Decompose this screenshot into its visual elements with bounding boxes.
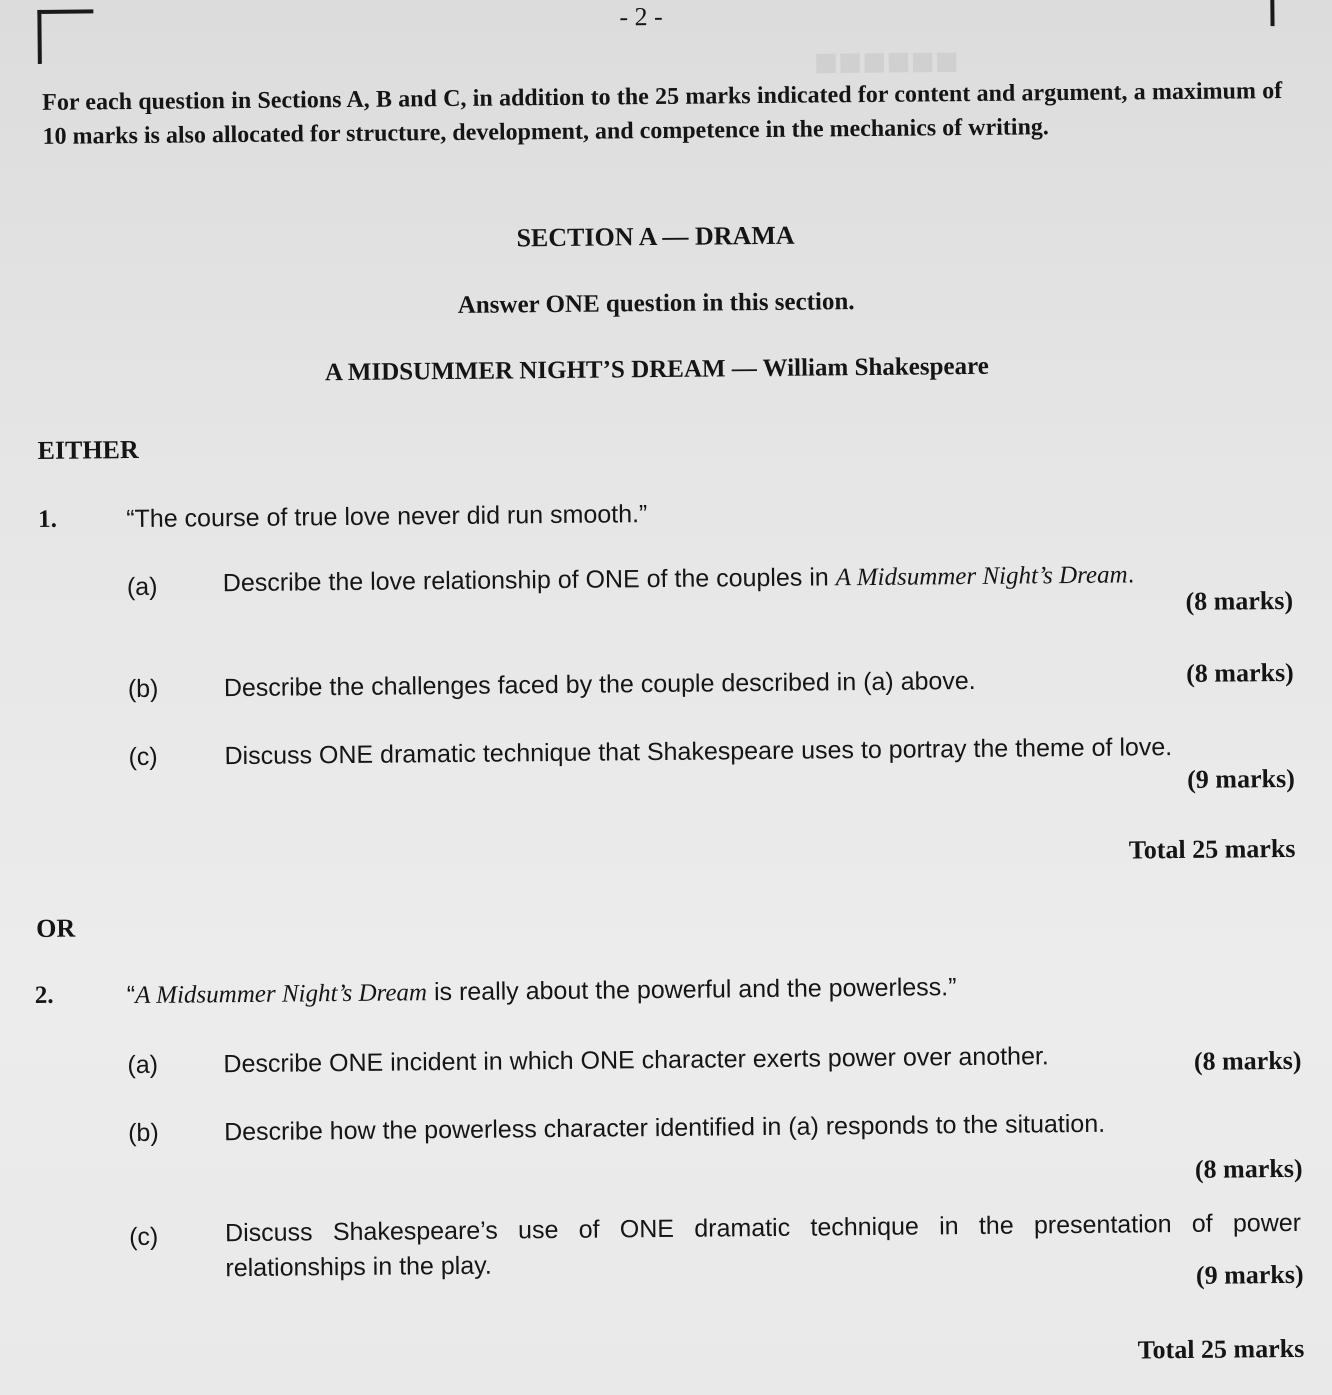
or-label: OR (36, 913, 76, 943)
question-1a-text-end: . (1127, 560, 1135, 589)
question-2-number: 2. (34, 981, 54, 1010)
marking-intro: For each question in Sections A, B and C, in addition to the 25 marks indicated for content and argument, a maximum of 10 marks is also allocated for structure, development, and competence in the mechanics of writing. (42, 78, 1283, 150)
either-label: EITHER (37, 434, 139, 465)
question-1a-play-title: A Midsummer Night’s Dream (835, 561, 1128, 592)
question-2c-marks: (9 marks) (1195, 1259, 1304, 1290)
play-title: A MIDSUMMER NIGHT’S DREAM — William Shakespeare (324, 352, 989, 387)
question-2a-marks: (8 marks) (1193, 1045, 1302, 1076)
question-1a-marks: (8 marks) (1185, 585, 1294, 616)
section-instruction: Answer ONE question in this section. (457, 288, 855, 319)
section-title: SECTION A — DRAMA (516, 220, 795, 253)
question-1-number: 1. (38, 505, 58, 533)
question-1a-text (223, 557, 1135, 601)
crop-mark-right (1270, 0, 1274, 26)
question-1a-text-start: Describe the love relationship of ONE of the couples in (222, 563, 836, 598)
question-2-play-title: A Midsummer Night’s Dream (135, 979, 428, 1010)
question-1b-marks: (8 marks) (1186, 657, 1294, 688)
question-1a-label: (a) (126, 572, 158, 602)
question-2c-label: (c) (128, 1222, 159, 1252)
question-1b-label: (b) (127, 674, 159, 704)
question-2a-text: Describe ONE incident in which ONE character exerts power over another. (223, 1042, 1049, 1079)
question-2b-text: Describe how the powerless character identified in (a) responds to the situation. (223, 1109, 1106, 1147)
page-number: - 2 - (619, 1, 663, 32)
question-2-quote-open: “ (126, 981, 136, 1010)
crop-mark-vertical (37, 10, 42, 64)
question-1-quote: “The course of true love never did run smooth.” (126, 500, 648, 534)
crop-mark-horizontal (37, 9, 93, 14)
question-1b-text: Describe the challenges faced by the couple described in (a) above. (223, 666, 976, 703)
question-1c-marks: (9 marks) (1187, 763, 1295, 794)
question-2-quote (127, 973, 957, 1010)
question-2c-text: Discuss Shakespeare’s use of ONE dramatic technique in the presentation of power relationships in the play. (224, 1208, 1302, 1283)
question-2b-label: (b) (127, 1118, 159, 1148)
question-2-total: Total 25 marks (1137, 1333, 1305, 1365)
show-through-mark: ■■■■■■ (813, 38, 960, 85)
question-1-total: Total 25 marks (1128, 833, 1296, 865)
question-2a-label: (a) (127, 1050, 159, 1080)
question-2b-marks: (8 marks) (1194, 1153, 1303, 1184)
question-2-quote-rest: is really about the powerful and the powerless.” (426, 973, 957, 1007)
question-1c-label: (c) (128, 742, 158, 772)
question-1c-text: Discuss ONE dramatic technique that Shakespeare uses to portray the theme of love. (224, 733, 1173, 771)
